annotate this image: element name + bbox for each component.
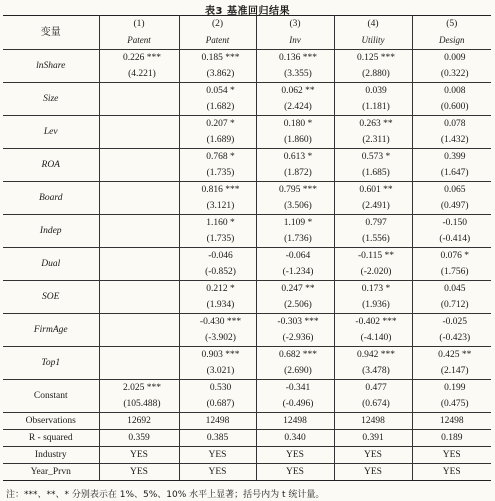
stat-row [3,464,491,481]
variable-label: SOE [3,281,99,314]
coef-cell: 0.185 *** [179,50,256,67]
tstat-cell: (-0.423) [412,330,491,347]
stat-cell: YES [256,447,334,464]
stat-cell: YES [412,447,491,464]
coef-cell: 0.399 [444,151,466,162]
tstat-cell: (0.600) [412,99,491,116]
stat-cell: 12498 [179,413,256,430]
tstat-cell: (1.736) [256,231,334,248]
variable-label: Size [3,83,99,116]
variable-label: Top1 [3,347,99,380]
stat-cell: YES [99,447,179,464]
tstat-cell: (0.475) [412,396,491,413]
coef-cell: 0.903 *** [179,347,256,364]
coef-cell: -0.303 *** [256,314,334,331]
coef-cell: 0.797 [334,215,412,232]
coef-cell: -0.402 *** [334,314,412,331]
stat-cell: 12498 [412,413,491,430]
coef-cell: 0.065 [444,184,466,195]
coef-cell: 0.573 * [334,149,412,166]
tstat-cell: (4.221) [99,66,179,83]
table-note: 注：***、**、* 分别表示在 1%、5%、10% 水平上显著；括号内为 t 统计量。 [6,490,325,500]
stat-row [3,430,491,447]
tstat-cell: (2.311) [334,132,412,149]
coef-cell [99,281,179,298]
tstat-cell: (1.682) [179,99,256,116]
tstat-cell: (1.936) [334,297,412,314]
coef-cell: 0.008 [444,85,466,96]
stat-row [3,447,491,464]
stat-cell: YES [412,464,491,481]
coef-row [3,149,491,166]
coef-row [3,380,491,397]
tstat-cell: (2.147) [412,363,491,380]
col-num: (4) [334,16,412,33]
coef-cell: 0.207 * [179,116,256,133]
tstat-cell [99,198,179,215]
stat-cell: YES [179,464,256,481]
col-name: Patent [99,32,179,50]
tstat-cell: (1.556) [334,231,412,248]
coef-cell: -0.150 [442,217,468,228]
coef-cell: -0.025 [442,316,468,327]
coef-cell: 0.125 *** [334,50,412,67]
coef-row [3,116,491,133]
tstat-cell: (1.860) [256,132,334,149]
coef-cell: 0.136 *** [256,50,334,67]
coef-cell: 0.212 * [179,281,256,298]
coef-cell: 0.076 * [440,250,469,261]
tstat-cell: (0.687) [179,396,256,413]
coef-row [3,182,491,199]
tstat-cell: (3.862) [179,66,256,83]
stat-label: R - squared [3,430,99,447]
col-name: Design [412,32,491,50]
coef-cell [99,116,179,133]
stat-cell: 0.385 [179,430,256,447]
tstat-cell [99,297,179,314]
tstat-cell: (0.322) [412,66,491,83]
variable-label: Constant [3,380,99,413]
tstat-cell: (2.424) [256,99,334,116]
coef-cell [99,83,179,100]
tstat-cell: (3.021) [179,363,256,380]
stat-row [3,413,491,430]
coef-row [3,83,491,100]
variable-label: Lev [3,116,99,149]
coef-cell: 0.009 [444,52,466,63]
tstat-cell: (2.880) [334,66,412,83]
stat-label: Year_Prvn [3,464,99,481]
coef-row [3,50,491,67]
table-body [3,16,491,481]
coef-cell: 0.199 [444,382,466,393]
coef-row [3,248,491,265]
coef-cell: 0.530 [179,380,256,397]
tstat-cell [99,165,179,182]
col-name: Inv [256,32,334,50]
stat-cell: 0.359 [99,430,179,447]
stat-label: Observations [3,413,99,430]
stat-cell: YES [334,447,412,464]
tstat-cell: (1.872) [256,165,334,182]
tstat-cell: (0.497) [412,198,491,215]
tstat-cell [99,264,179,281]
coef-cell: 0.247 ** [256,281,334,298]
coef-cell: 0.263 ** [334,116,412,133]
coef-cell: 0.173 * [334,281,412,298]
coef-cell: 0.768 * [179,149,256,166]
tstat-cell [99,99,179,116]
coef-row [3,347,491,364]
stat-cell: YES [179,447,256,464]
tstat-cell [99,330,179,347]
coef-cell: 1.160 * [179,215,256,232]
tstat-cell: (1.735) [179,165,256,182]
stat-cell: YES [256,464,334,481]
stat-label: Industry [3,447,99,464]
tstat-cell: (1.181) [334,99,412,116]
tstat-cell: (1.432) [412,132,491,149]
coef-cell [99,149,179,166]
tstat-cell: (3.121) [179,198,256,215]
coef-cell: -0.115 ** [334,248,412,265]
tstat-cell: (2.690) [256,363,334,380]
tstat-cell: (0.712) [412,297,491,314]
variable-label: lnShare [3,50,99,83]
col-num: (1) [99,16,179,33]
tstat-cell: (-1.234) [256,264,334,281]
coef-cell: -0.046 [179,248,256,265]
coef-cell [99,248,179,265]
stat-cell: 0.340 [256,430,334,447]
coef-row [3,215,491,232]
coef-cell: 0.942 *** [334,347,412,364]
coef-cell: 0.226 *** [99,50,179,67]
tstat-cell: (-3.902) [179,330,256,347]
tstat-cell: (1.647) [412,165,491,182]
stat-cell: 0.391 [334,430,412,447]
col-num: (2) [179,16,256,33]
tstat-cell: (-0.414) [412,231,491,248]
coef-cell: 0.062 ** [256,83,334,100]
stat-cell: YES [334,464,412,481]
variable-label: ROA [3,149,99,182]
coef-cell: 0.613 * [256,149,334,166]
coef-cell: 0.054 * [179,83,256,100]
coef-cell: -0.064 [256,248,334,265]
tstat-cell: (1.685) [334,165,412,182]
tstat-cell [99,363,179,380]
coef-cell [99,215,179,232]
coef-cell: 0.601 ** [334,182,412,199]
variable-header: 变量 [3,16,99,50]
tstat-cell: (1.689) [179,132,256,149]
tstat-cell: (3.355) [256,66,334,83]
coef-cell [99,314,179,331]
coef-cell: 0.477 [334,380,412,397]
table-title: 表3 基准回归结果 [205,6,290,17]
tstat-cell: (-0.852) [179,264,256,281]
tstat-cell: (105.488) [99,396,179,413]
coef-cell: 0.078 [444,118,466,129]
col-name: Utility [334,32,412,50]
coef-cell [99,182,179,199]
coef-cell: 0.039 [334,83,412,100]
coef-cell: 2.025 *** [99,380,179,397]
variable-label: FirmAge [3,314,99,347]
tstat-cell: (3.478) [334,363,412,380]
tstat-cell: (-0.496) [256,396,334,413]
tstat-cell: (-4.140) [334,330,412,347]
stat-cell: YES [99,464,179,481]
tstat-cell: (0.674) [334,396,412,413]
col-name: Patent [179,32,256,50]
coef-cell: 0.682 *** [256,347,334,364]
coef-cell: 0.045 [444,283,466,294]
tstat-cell: (-2.020) [334,264,412,281]
variable-label: Indep [3,215,99,248]
coef-row [3,281,491,298]
coef-cell [99,347,179,364]
coef-cell: -0.341 [256,380,334,397]
tstat-cell: (1.756) [412,264,491,281]
coef-cell: 1.109 * [256,215,334,232]
tstat-cell [99,132,179,149]
tstat-cell: (2.506) [256,297,334,314]
stat-cell: 12498 [256,413,334,430]
tstat-cell: (-2.936) [256,330,334,347]
coef-cell: -0.430 *** [179,314,256,331]
variable-label: Board [3,182,99,215]
coef-cell: 0.795 *** [256,182,334,199]
header-row-numbers [3,16,491,33]
stat-cell: 12498 [334,413,412,430]
tstat-cell: (2.491) [334,198,412,215]
tstat-cell: (1.934) [179,297,256,314]
col-num: (5) [412,16,491,33]
regression-table [3,15,491,481]
variable-label: Dual [3,248,99,281]
col-num: (3) [256,16,334,33]
stat-cell: 0.189 [412,430,491,447]
coef-cell: 0.816 *** [179,182,256,199]
coef-cell: 0.425 ** [438,349,472,360]
coef-cell: 0.180 * [256,116,334,133]
tstat-cell: (3.506) [256,198,334,215]
tstat-cell [99,231,179,248]
stat-cell: 12692 [99,413,179,430]
coef-row [3,314,491,331]
tstat-cell: (1.735) [179,231,256,248]
